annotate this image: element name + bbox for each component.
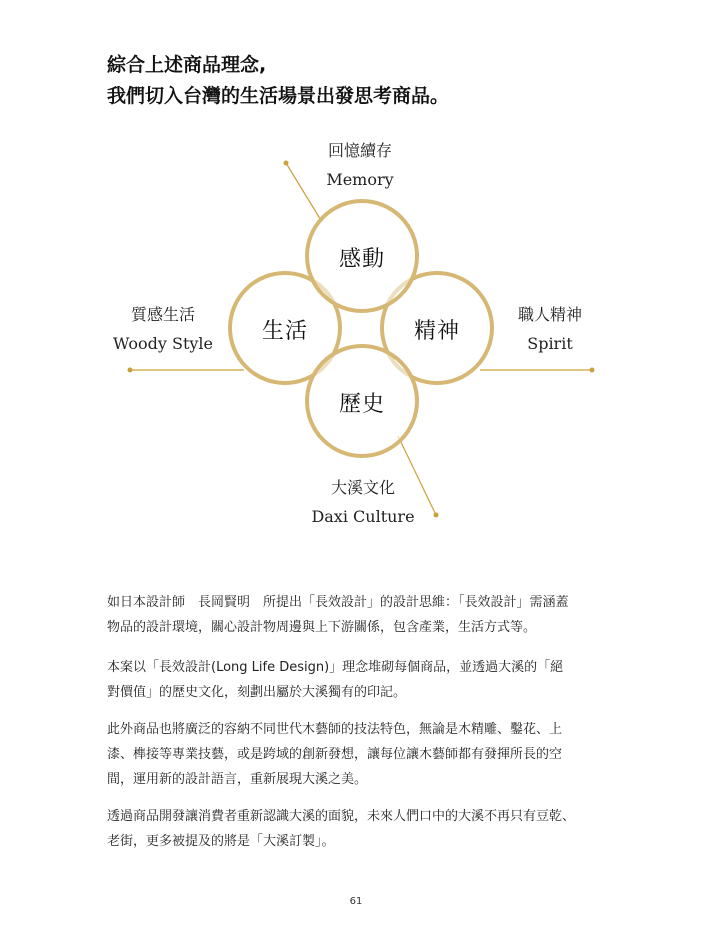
paragraph-line: 透過商品開發讓消費者重新認識大溪的面貌，未來人們口中的大溪不再只有豆乾、 (107, 809, 576, 824)
label-woody-style-en: Woody Style (112, 334, 213, 353)
circle-label-right: 精神 (413, 319, 460, 344)
label-spirit (500, 300, 600, 358)
label-woody-style-zh: 質感生活 (130, 305, 195, 324)
page-number: 61 (349, 896, 363, 907)
connector-dot-bottom (434, 513, 439, 518)
heading-line-1: 綜合上述商品理念, (107, 54, 267, 76)
label-memory-en: Memory (326, 170, 394, 189)
paragraph-4 (107, 804, 627, 854)
paragraph-2 (107, 655, 627, 705)
label-memory (300, 136, 420, 194)
paragraph-line: 如日本設計師 長岡賢明 所提出「長效設計」的設計思維：「長效設計」需涵蓋 (107, 595, 569, 610)
heading-line-2: 我們切入台灣的生活場景出發思考商品。 (107, 85, 450, 107)
paragraph-line: 本案以「長效設計(Long Life Design)」理念堆砌每個商品，並透過大溪的「絕 (107, 660, 564, 675)
label-daxi-culture-zh: 大溪文化 (330, 478, 395, 497)
paragraph-line: 對價值」的歷史文化，刻劃出屬於大溪獨有的印記。 (107, 685, 407, 700)
circle-label-bottom: 歷史 (338, 392, 385, 417)
paragraph-1 (107, 590, 627, 640)
circle-label-left: 生活 (261, 319, 308, 344)
label-memory-zh: 回憶續存 (327, 141, 392, 160)
paragraph-line: 間，運用新的設計語言，重新展現大溪之美。 (107, 772, 368, 787)
connector-dot-left (128, 368, 133, 373)
circle-label-top: 感動 (338, 247, 385, 272)
paragraph-line: 此外商品也將廣泛的容納不同世代木藝師的技法特色，無論是木精雕、鑿花、上 (107, 722, 563, 737)
label-woody-style (100, 300, 226, 358)
label-daxi-culture-en: Daxi Culture (311, 507, 415, 526)
label-spirit-en: Spirit (527, 334, 573, 353)
connector-dot-top (284, 161, 289, 166)
label-spirit-zh: 職人精神 (517, 305, 582, 324)
paragraph-line: 老街，更多被提及的將是「大溪訂製」。 (107, 834, 335, 849)
paragraph-line: 物品的設計環境，關心設計物周邊與上下游關係，包含產業，生活方式等。 (107, 620, 537, 635)
connector-dot-right (590, 368, 595, 373)
paragraph-line: 漆、榫接等專業技藝，或是跨域的創新發想，讓每位讓木藝師都有發揮所長的空 (107, 747, 563, 762)
label-daxi-culture (298, 473, 428, 531)
paragraph-3 (107, 717, 627, 792)
